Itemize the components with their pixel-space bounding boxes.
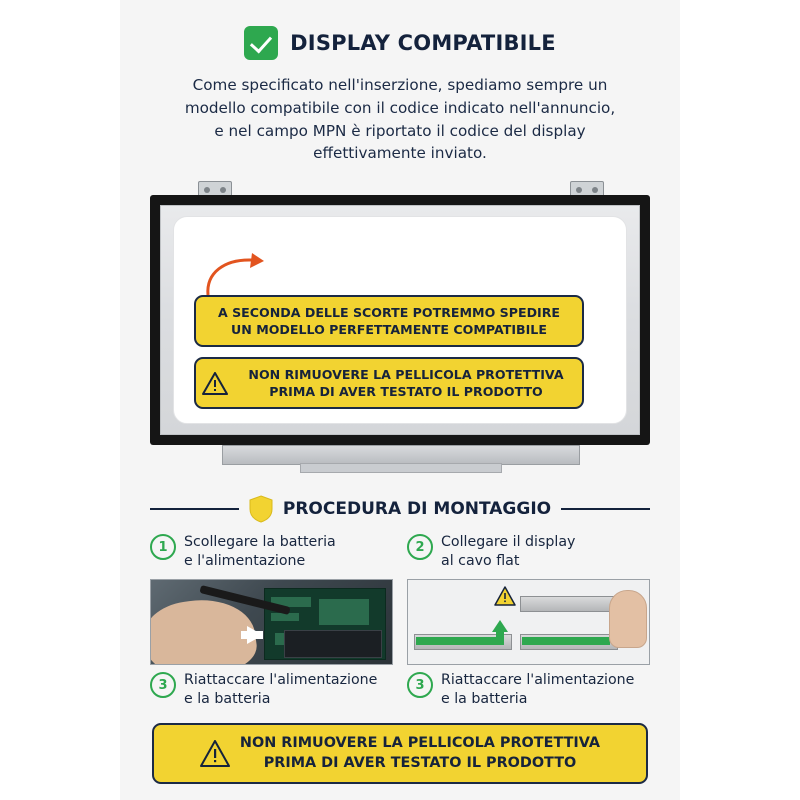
step-1 [150, 533, 393, 577]
flat-cable-left [416, 637, 504, 645]
page-title: DISPLAY COMPATIBILE [290, 31, 556, 55]
step-2-number: 2 [407, 534, 433, 560]
pointer-arrow-icon [247, 626, 263, 644]
film-warning-line-2: PRIMA DI AVER TESTATO IL PRODOTTO [269, 384, 543, 400]
step-1-line-1: Scollegare la batteria [184, 534, 336, 551]
panel-foot [300, 463, 502, 473]
bottom-warning-line-2: PRIMA DI AVER TESTATO IL PRODOTTO [263, 754, 577, 771]
intro-line-2: modello compatibile con il codice indicato nell'annuncio, [184, 98, 616, 117]
compatibility-callout [194, 295, 584, 347]
bottom-warning-text [240, 734, 600, 773]
step-3-right-line-2: e la batteria [441, 690, 528, 707]
intro-line-4: effettivamente inviato. [313, 144, 487, 163]
display-connector [520, 596, 618, 612]
step-3-left-line-2: e la batteria [184, 690, 271, 707]
warning-triangle-icon [200, 740, 230, 767]
step-3-left-line-1: Riattaccare l'alimentazione [184, 672, 378, 689]
compatibility-callout-line-1: A SECONDA DELLE SCORTE POTREMMO SPEDIRE [217, 305, 561, 321]
procedure-header [150, 495, 650, 523]
curved-arrow-icon [202, 251, 266, 297]
procedure-title: PROCEDURA DI MONTAGGIO [282, 499, 552, 520]
step-3-left-number: 3 [150, 672, 176, 698]
divider-right [561, 508, 650, 510]
step-3-right-text [441, 671, 634, 708]
intro-line-1: Come specificato nell'inserzione, spediamo sempre un [192, 76, 608, 94]
intro-paragraph [155, 74, 645, 165]
step-2-photo [407, 579, 650, 665]
header [140, 0, 660, 60]
display-panel-illustration [150, 181, 650, 481]
divider-left [150, 508, 239, 510]
step-1-text [184, 533, 336, 570]
check-square-icon [244, 26, 278, 60]
panel-base [222, 445, 580, 465]
bottom-warning-banner [152, 723, 648, 784]
step-2-line-2: al cavo flat [441, 552, 520, 569]
step-1-number: 1 [150, 534, 176, 560]
step-2-line-1: Collegare il display [441, 534, 576, 551]
shield-icon [249, 495, 273, 523]
content-column [140, 0, 660, 800]
warning-triangle-icon [494, 586, 516, 606]
film-warning-callout [194, 357, 584, 409]
flat-cable-right [522, 637, 610, 645]
insert-arrow-icon [492, 620, 508, 632]
intro-line-3: e nel campo MPN è riportato il codice del display [214, 121, 586, 140]
compatibility-callout-line-2: UN MODELLO PERFETTAMENTE COMPATIBILE [231, 322, 547, 338]
finger-image [609, 590, 647, 648]
step-2-text [441, 533, 575, 570]
step-1-line-2: e l'alimentazione [184, 552, 306, 569]
film-warning-text [236, 366, 576, 400]
step-3-right-number: 3 [407, 672, 433, 698]
film-warning-line-1: NON RIMUOVERE LA PELLICOLA PROTETTIVA [248, 367, 564, 383]
battery-image [284, 630, 382, 658]
step-3-right-line-1: Riattaccare l'alimentazione [441, 672, 635, 689]
step-3-left-text [184, 671, 377, 708]
steps-grid [150, 533, 650, 715]
step-1-photo [150, 579, 393, 665]
step-2 [407, 533, 650, 577]
bottom-warning-line-1: NON RIMUOVERE LA PELLICOLA PROTETTIVA [239, 735, 601, 752]
step-3-right [407, 671, 650, 715]
warning-triangle-icon [202, 372, 228, 395]
step-3-left [150, 671, 393, 715]
